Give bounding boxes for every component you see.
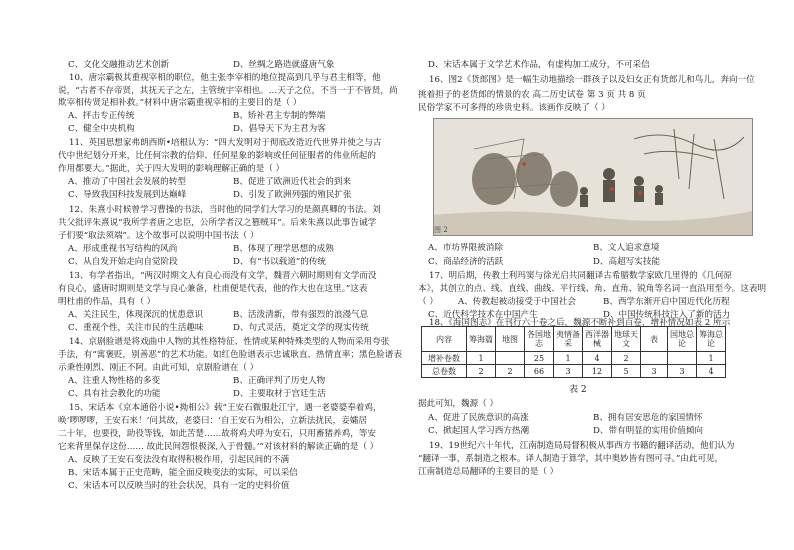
q17-option-a: A、传教起被动接受于中国社会 (458, 297, 576, 307)
table-header-cell: 地图 (496, 327, 525, 352)
table-header-cell: 各国地志 (525, 327, 554, 352)
q10-stem-2: 说，“古者不存帝贤，其抚天子之左，主管统宇宰相也。…天子之位，不当一于不皆贤，尚 (58, 86, 398, 96)
table-cell: 3 (554, 365, 583, 378)
table-cell: 2 (612, 352, 641, 365)
q15-option-b: B、宋话本属于正史范畴，能全面反映变法的实际，可以采信 (68, 468, 298, 478)
q12-stem-3: 子们要“取法须端”。这个故事可以说明中国书法（ ） (58, 231, 259, 241)
table-header-cell: 内容 (422, 327, 467, 352)
table-row-label: 总卷数 (422, 365, 467, 378)
q11-stem-2: 代中世纪划分开来，比任何宗教的信仰、任何星象的影响或任何征服者的伟业所起的 (58, 151, 376, 161)
table-header-cell: 表 (641, 327, 668, 352)
q15-stem-2: 唤‘啰啰啰，王安石来！’问其故，老婆曰：‘自王安石为相公，立新法扰民，妾孀居 (58, 416, 367, 426)
q12-option-b: B、体现了理学思想的成熟 (233, 244, 334, 254)
table-cell: 3 (668, 365, 697, 378)
q18-option-b: B、拥有居安思危的家国情怀 (593, 413, 703, 423)
q11-stem-1: 11、英国思想家弗朗西斯•培根认为：“四大发明对于彻底改造近代世界并使之与古 (69, 138, 382, 148)
table-cell: 1 (697, 352, 726, 365)
q9-option-c: C、文化交融推动艺术创新 (68, 60, 170, 70)
q19-stem-3: 江南制造总局翻译的主要目的是（ ） (418, 467, 559, 477)
q15-option-a: A、反映了王安石变法没有取得积极作用，引起民间的不满 (68, 455, 290, 465)
q15-stem-4: 它来背里保存这份…… 故此民间怨恨极深,入于骨髓。’”对该材料的解读正确的是（ ） (58, 442, 379, 452)
q14-option-a: A、注重人物性格的多变 (68, 376, 161, 386)
q11-option-a: A、推动了中国社会发展的转型 (68, 177, 186, 187)
table-cell: 1 (467, 352, 496, 365)
q16-stem-2: 挑着担子的老货郎的情景的农 高二历史试卷 第 3 页 共 8 页 (418, 90, 646, 100)
table-cell: 25 (525, 352, 554, 365)
q13-option-a: A、关注民生，体现深沉的忧患意识 (68, 310, 204, 320)
q10-option-d: D、倡导天下为主君为客 (233, 124, 326, 134)
q11-option-b: B、促进了欧洲近代社会的到来 (233, 177, 352, 187)
table-header-cell: 地球天文 (612, 327, 641, 352)
huolang-painting-figure (433, 118, 753, 236)
q14-stem-3: 示秉性刚烈、刚正不阿。由此可知，京剧脸谱在（ ） (58, 363, 259, 373)
table-caption: 表 2 (569, 385, 587, 395)
q11-option-c: C、导致我国科技发展到达巅峰 (68, 190, 187, 200)
q15-option-d: D、宋话本属于文学艺术作品，有虚构加工成分，不可采信 (428, 60, 650, 70)
table-cell: 4 (697, 365, 726, 378)
q18-option-c: C、掀起国人学习西方热潮 (428, 426, 530, 436)
q16-stem-3: 民俗学家不可多得的珍贵史料。该画作反映了（ ） (418, 103, 610, 113)
table-cell: 1 (554, 352, 583, 365)
q18-option-d: D、带有明显的实用价值倾向 (593, 426, 704, 436)
q19-stem-2: “翻译一事，系制造之根本。译人制造于算学，其中奥妙皆有图可寻。”由此可见， (418, 454, 724, 464)
q17-stem-1: 17、明后期，传教士利玛窦与徐光启共同翻译古希腊数学家欧几里得的《几何原 (429, 271, 733, 281)
table-row (422, 352, 726, 365)
q18-stem-1: 18、《海国图志》在刊行六十卷之后，魏源不断补到百卷，增补情况如表 2 所示 (429, 318, 731, 328)
q16-option-d: D、高超写实技能 (593, 257, 661, 267)
table-cell: 12 (583, 365, 612, 378)
q11-stem-3: 作用都要大。”据此，关于四大发明的影响理解正确的是（ ） (58, 164, 285, 174)
table-cell (496, 352, 525, 365)
q12-stem-2: 共父批评朱熹说“我所学者唐之忠臣，公所学者汉之篡贼耳”。后来朱熹以此事告诫学 (58, 218, 377, 228)
q14-stem-2: 手法，有“寓褒贬，别善恶”的艺术功能。如红色脸谱表示忠诚耿直、热情直率；黑色脸谱表 (58, 350, 402, 360)
table-cell: 4 (583, 352, 612, 365)
q12-stem-1: 12、朱熹小时候曾学习曹操的书法，当时他的同学们大学习的是颜真卿的书法。刘 (69, 205, 381, 215)
table-header-cell: 筹海篇 (467, 327, 496, 352)
q11-option-d: D、引发了欧洲列强的殖民扩张 (233, 190, 352, 200)
q17-stem-2: 本》，其创立的点、线、直线、曲线、平行线、角、直角、锐角等名词一直沿用至今。这表明 (418, 284, 767, 294)
q13-stem-3: 明杜甫的作品，具有（ ） (58, 297, 156, 307)
table-2 (421, 326, 726, 378)
painting-illustration (434, 119, 752, 235)
q13-stem-2: 有良心，盛唐时期则是文学与良心兼备，杜甫便是代表，他的作大也在这里。”这表 (58, 284, 368, 294)
q13-stem-1: 13、有学者指出，“两汉时期文人有良心而没有文学，魏晋六朝时期则有文学而没 (69, 271, 377, 281)
q14-stem-1: 14、京剧脸谱是将戏曲中人物的其性格特征、性情或某种特殊类型的人物而采用夸张 (69, 337, 390, 347)
table-cell: 2 (496, 365, 525, 378)
table-cell (641, 352, 668, 365)
q16-option-a: A、市坊界限被消除 (428, 243, 503, 253)
q14-option-d: D、主要取材于宫廷生活 (233, 389, 326, 399)
table-row (422, 365, 726, 378)
table-header-cell: 夷情备采 (554, 327, 583, 352)
table-cell: 3 (641, 365, 668, 378)
q16-option-c: C、商品经济的活跃 (428, 257, 504, 267)
q17-option-c: C、近代科学技术在中国产生 (428, 310, 538, 320)
q14-option-c: C、具有社会教化的功能 (68, 389, 161, 399)
q17-stem-3: （ ） (418, 297, 438, 307)
q16-option-b: B、文人追求意境 (593, 243, 660, 253)
table-cell: 2 (467, 365, 496, 378)
q16-stem-1: 16、图2《货郎图》是一幅生动地描绘一群孩子以及妇女正有货郎儿和鸟儿，奔向一位 (429, 75, 755, 85)
q19-stem-1: 19、19世纪六十年代，江南制造局局督积极从事西方书籍的翻译活动，他们认为 (429, 441, 735, 451)
table-header-row (422, 327, 726, 352)
table-header-cell: 国地总论 (668, 327, 697, 352)
q15-stem-1: 15、宋话本《京本通俗小说•拗相公》载“王安石微服赴江宁，遇一老婆婆奉着鸡， (69, 403, 382, 413)
figure-caption: 图 2 (434, 226, 448, 234)
q15-stem-3: 二十年，也要役，助役等钱，如此苦楚……故将鸡犬呼为安石，只用畜猪养鸡，等安 (58, 429, 376, 439)
q17-option-d: D、中国传统科技注入了新的活力 (603, 310, 731, 320)
table-row-label: 增补卷数 (422, 352, 467, 365)
q9-option-d: D、丝绸之路造就盛唐气象 (233, 60, 335, 70)
q15-option-c: C、宋话本可以反映当时的社会状况，具有一定的史料价值 (68, 481, 290, 491)
q18-option-a: A、促进了民族意识的高涨 (428, 413, 529, 423)
table-header-cell: 筹海总论 (697, 327, 726, 352)
q13-option-c: C、重视个性，关注市民的生活趣味 (68, 323, 204, 333)
q12-option-a: A、形成重视书写结构的风尚 (68, 244, 178, 254)
q14-option-b: B、正确评判了历史人物 (233, 376, 326, 386)
q12-option-d: D、有“书以载道”的传统 (233, 257, 327, 267)
q10-stem-1: 10、唐宗霸极其重视宰相的职位，他主张李宰相的地位提高到几乎与君主相等，他 (69, 73, 381, 83)
q10-stem-3: 欺宰相传贤足相补救。”材料中唐宗霸重视宰相的主要目的是（ ） (58, 98, 302, 108)
q18-stem-2: 据此可知，魏源（ ） (418, 399, 499, 409)
q12-option-c: C、从自发开始走向自觉阶段 (68, 257, 178, 267)
q10-option-c: C、健全中央机构 (68, 124, 135, 134)
table-cell: 5 (612, 365, 641, 378)
q17-option-b: B、西学东渐开启中国近代化历程 (603, 297, 730, 307)
table-cell: 66 (525, 365, 554, 378)
q10-option-b: B、矫补君主专制的弊端 (233, 111, 326, 121)
table-cell (668, 352, 697, 365)
q13-option-b: B、活泼清新，带有强烈的浪漫气息 (233, 310, 369, 320)
table-header-cell: 西洋器械 (583, 327, 612, 352)
q13-option-d: D、句式灵活，奠定文学的现实传统 (233, 323, 369, 333)
q10-option-a: A、抨击专正传统 (68, 111, 135, 121)
